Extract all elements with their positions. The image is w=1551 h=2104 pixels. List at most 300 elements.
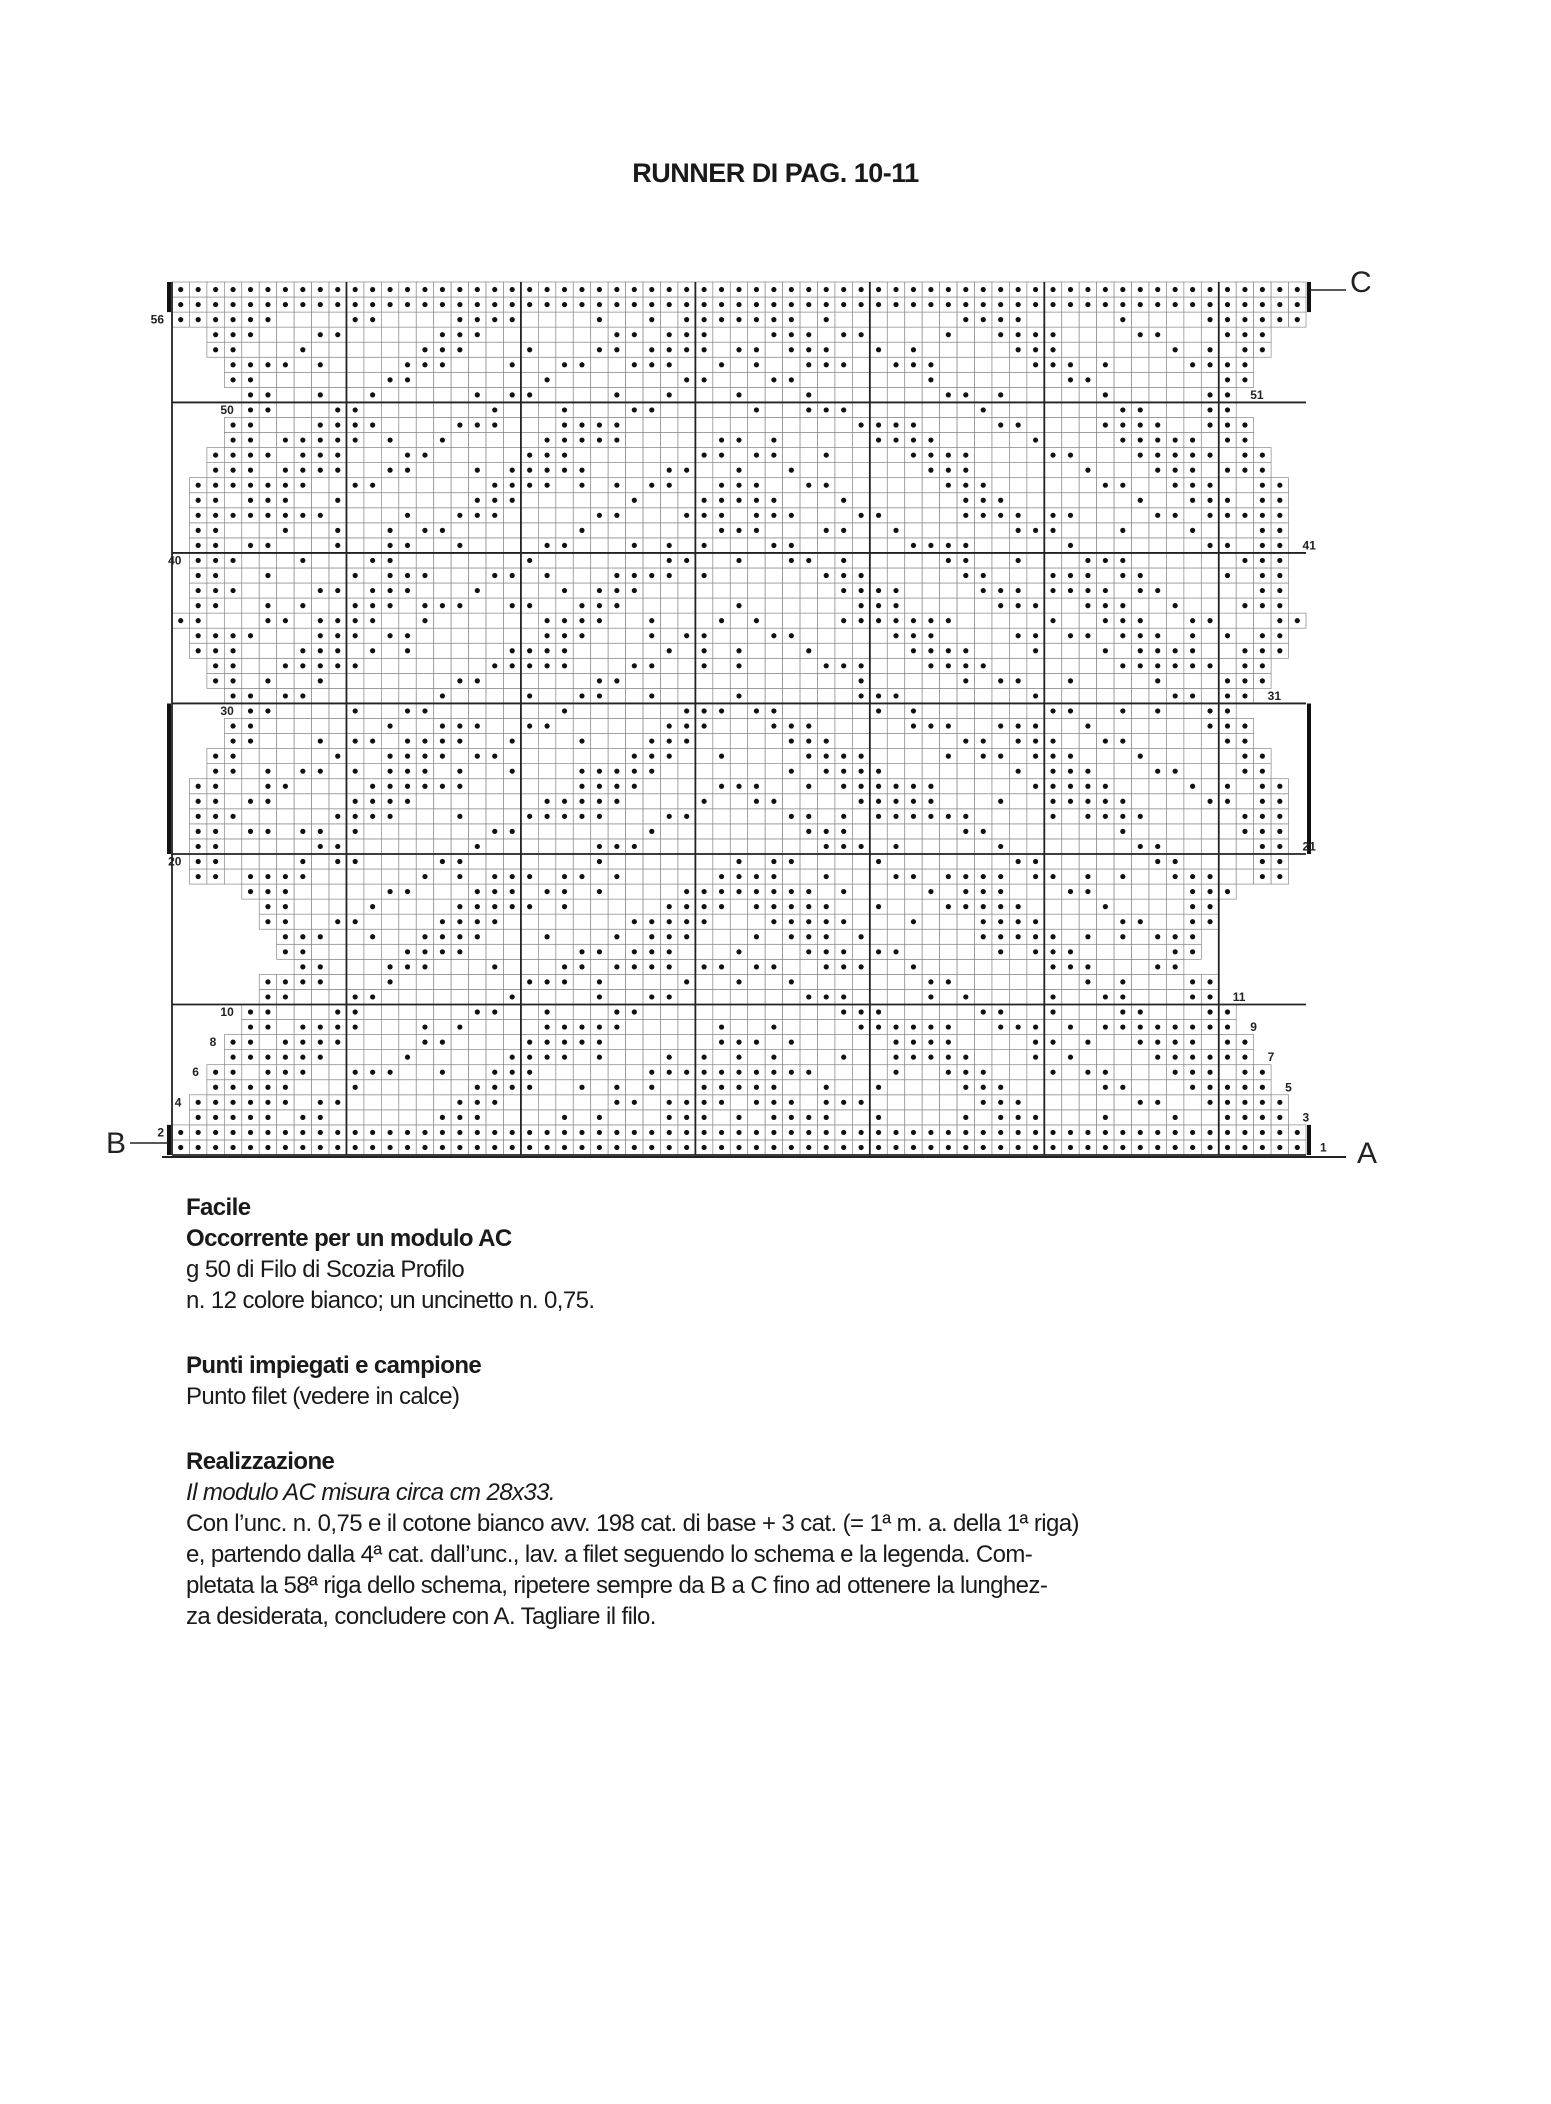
chart-cell xyxy=(399,312,416,327)
chart-dot xyxy=(736,1115,741,1120)
chart-cell xyxy=(1079,357,1096,372)
chart-cell xyxy=(1149,1004,1166,1019)
chart-cell xyxy=(469,989,486,1004)
chart-cell xyxy=(887,493,904,508)
chart-cell xyxy=(573,387,590,402)
chart-dot xyxy=(736,648,741,653)
chart-dot xyxy=(946,904,951,909)
chart-dot xyxy=(806,919,811,924)
chart-cell xyxy=(765,824,782,839)
chart-cell xyxy=(818,1035,835,1050)
chart-dot xyxy=(632,573,637,578)
chart-dot xyxy=(719,708,724,713)
chart-dot xyxy=(771,437,776,442)
chart-cell xyxy=(399,387,416,402)
chart-cell xyxy=(521,613,538,628)
chart-dot xyxy=(387,468,392,473)
chart-cell xyxy=(277,703,294,718)
chart-cell xyxy=(870,959,887,974)
chart-dot xyxy=(353,769,358,774)
chart-cell xyxy=(364,869,381,884)
chart-dot xyxy=(789,1130,794,1135)
chart-dot xyxy=(1225,468,1230,473)
chart-cell xyxy=(852,643,869,658)
chart-dot xyxy=(353,422,358,427)
chart-cell xyxy=(521,523,538,538)
chart-cell xyxy=(469,478,486,493)
chart-cell xyxy=(1027,673,1044,688)
chart-cell xyxy=(451,974,468,989)
chart-cell xyxy=(538,989,555,1004)
chart-cell xyxy=(1027,478,1044,493)
chart-dot xyxy=(736,468,741,473)
chart-dot xyxy=(213,1070,218,1075)
chart-dot xyxy=(1068,588,1073,593)
chart-dot xyxy=(562,437,567,442)
chart-cell xyxy=(1132,463,1149,478)
chart-cell xyxy=(538,899,555,914)
chart-cell xyxy=(242,749,259,764)
chart-cell xyxy=(1114,583,1131,598)
chart-dot xyxy=(876,603,881,608)
chart-cell xyxy=(1114,372,1131,387)
chart-cell xyxy=(1044,553,1061,568)
chart-dot xyxy=(1120,1130,1125,1135)
chart-dot xyxy=(1277,799,1282,804)
chart-dot xyxy=(702,573,707,578)
chart-cell xyxy=(503,372,520,387)
chart-dot xyxy=(510,468,515,473)
chart-cell xyxy=(1079,1080,1096,1095)
chart-dot xyxy=(335,407,340,412)
chart-dot xyxy=(1155,1024,1160,1029)
chart-dot xyxy=(702,904,707,909)
chart-cell xyxy=(643,508,660,523)
chart-dot xyxy=(475,302,480,307)
chart-dot xyxy=(771,1070,776,1075)
chart-cell xyxy=(1079,327,1096,342)
chart-dot xyxy=(1260,452,1265,457)
chart-cell xyxy=(416,553,433,568)
chart-cell xyxy=(1184,854,1201,869)
chart-cell xyxy=(469,538,486,553)
chart-cell xyxy=(486,719,503,734)
chart-dot xyxy=(1050,934,1055,939)
chart-dot xyxy=(806,1115,811,1120)
chart-cell xyxy=(922,824,939,839)
chart-dot xyxy=(614,422,619,427)
chart-cell xyxy=(399,553,416,568)
chart-dot xyxy=(387,769,392,774)
chart-dot xyxy=(544,723,549,728)
chart-cell xyxy=(870,914,887,929)
chart-dot xyxy=(510,317,515,322)
chart-cell xyxy=(748,598,765,613)
chart-cell xyxy=(922,598,939,613)
chart-dot xyxy=(649,663,654,668)
chart-cell xyxy=(312,568,329,583)
chart-dot xyxy=(1207,543,1212,548)
chart-dot xyxy=(248,1145,253,1150)
chart-dot xyxy=(667,648,672,653)
chart-cell xyxy=(730,327,747,342)
chart-cell xyxy=(800,1035,817,1050)
chart-cell xyxy=(730,824,747,839)
chart-dot xyxy=(353,317,358,322)
chart-dot xyxy=(1277,829,1282,834)
chart-cell xyxy=(1219,583,1236,598)
chart-dot xyxy=(1068,1024,1073,1029)
chart-cell xyxy=(975,854,992,869)
chart-dot xyxy=(789,347,794,352)
chart-cell xyxy=(922,869,939,884)
chart-cell xyxy=(521,764,538,779)
chart-cell xyxy=(416,583,433,598)
chart-cell xyxy=(451,959,468,974)
chart-cell xyxy=(626,417,643,432)
chart-cell xyxy=(329,929,346,944)
chart-cell xyxy=(1062,1065,1079,1080)
chart-dot xyxy=(475,392,480,397)
chart-dot xyxy=(684,904,689,909)
chart-dot xyxy=(981,663,986,668)
chart-cell xyxy=(486,989,503,1004)
chart-cell xyxy=(905,658,922,673)
chart-cell xyxy=(1044,387,1061,402)
chart-cell xyxy=(730,839,747,854)
chart-cell xyxy=(329,342,346,357)
chart-cell xyxy=(1149,553,1166,568)
chart-cell xyxy=(434,417,451,432)
chart-dot xyxy=(1260,814,1265,819)
chart-cell xyxy=(975,372,992,387)
chart-cell xyxy=(975,1035,992,1050)
chart-cell xyxy=(277,628,294,643)
chart-dot xyxy=(1190,934,1195,939)
chart-cell xyxy=(294,372,311,387)
chart-cell xyxy=(1062,1095,1079,1110)
chart-cell xyxy=(800,658,817,673)
chart-cell xyxy=(416,899,433,914)
chart-cell xyxy=(1166,794,1183,809)
chart-cell xyxy=(416,989,433,1004)
chart-dot xyxy=(1103,392,1108,397)
chart-dot xyxy=(318,648,323,653)
chart-dot xyxy=(946,754,951,759)
chart-cell xyxy=(486,583,503,598)
chart-cell xyxy=(1201,553,1218,568)
chart-cell xyxy=(556,1065,573,1080)
chart-dot xyxy=(684,919,689,924)
chart-cell xyxy=(783,794,800,809)
chart-cell xyxy=(887,959,904,974)
chart-dot xyxy=(1050,1040,1055,1045)
chart-cell xyxy=(399,342,416,357)
chart-dot xyxy=(527,1070,532,1075)
chart-cell xyxy=(975,643,992,658)
chart-dot xyxy=(562,362,567,367)
chart-cell xyxy=(434,1080,451,1095)
chart-dot xyxy=(353,618,358,623)
chart-cell xyxy=(1201,568,1218,583)
chart-cell xyxy=(329,312,346,327)
chart-cell xyxy=(503,553,520,568)
chart-dot xyxy=(614,1009,619,1014)
chart-dot xyxy=(946,1055,951,1060)
chart-cell xyxy=(608,372,625,387)
chart-dot xyxy=(859,1024,864,1029)
chart-cell xyxy=(1236,478,1253,493)
chart-cell xyxy=(469,809,486,824)
chart-cell xyxy=(678,794,695,809)
chart-cell xyxy=(434,463,451,478)
chart-cell xyxy=(434,794,451,809)
chart-dot xyxy=(1155,633,1160,638)
chart-dot xyxy=(1016,332,1021,337)
chart-dot xyxy=(1050,784,1055,789)
chart-dot xyxy=(684,708,689,713)
chart-cell xyxy=(887,643,904,658)
chart-dot xyxy=(265,678,270,683)
chart-cell xyxy=(975,944,992,959)
chart-dot xyxy=(300,483,305,488)
chart-dot xyxy=(265,483,270,488)
chart-cell xyxy=(1027,658,1044,673)
chart-dot xyxy=(928,979,933,984)
chart-cell xyxy=(835,673,852,688)
chart-dot xyxy=(1173,648,1178,653)
chart-dot xyxy=(841,1145,846,1150)
chart-dot xyxy=(702,317,707,322)
chart-cell xyxy=(1132,959,1149,974)
chart-dot xyxy=(318,302,323,307)
chart-dot xyxy=(667,949,672,954)
chart-dot xyxy=(1033,1024,1038,1029)
chart-dot xyxy=(527,663,532,668)
chart-dot xyxy=(1103,738,1108,743)
chart-dot xyxy=(876,1085,881,1090)
chart-dot xyxy=(998,1024,1003,1029)
chart-dot xyxy=(702,1115,707,1120)
chart-dot xyxy=(1155,769,1160,774)
chart-cell xyxy=(1149,779,1166,794)
chart-dot xyxy=(213,1100,218,1105)
chart-dot xyxy=(1120,1085,1125,1090)
chart-cell xyxy=(469,523,486,538)
chart-cell xyxy=(1009,749,1026,764)
chart-dot xyxy=(789,1145,794,1150)
chart-cell xyxy=(381,703,398,718)
chart-cell xyxy=(957,839,974,854)
chart-cell xyxy=(434,478,451,493)
chart-dot xyxy=(702,302,707,307)
chart-cell xyxy=(852,372,869,387)
chart-dot xyxy=(789,934,794,939)
chart-cell xyxy=(521,508,538,523)
chart-dot xyxy=(998,799,1003,804)
chart-dot xyxy=(1260,799,1265,804)
chart-cell xyxy=(1027,764,1044,779)
chart-cell xyxy=(1027,553,1044,568)
chart-dot xyxy=(1033,934,1038,939)
chart-cell xyxy=(364,944,381,959)
chart-dot xyxy=(597,814,602,819)
chart-cell xyxy=(940,523,957,538)
chart-cell xyxy=(818,974,835,989)
chart-dot xyxy=(335,588,340,593)
chart-dot xyxy=(859,799,864,804)
chart-cell xyxy=(1236,794,1253,809)
chart-cell xyxy=(713,809,730,824)
chart-dot xyxy=(1277,784,1282,789)
chart-dot xyxy=(230,1070,235,1075)
chart-dot xyxy=(893,874,898,879)
chart-dot xyxy=(544,1040,549,1045)
chart-cell xyxy=(312,719,329,734)
chart-dot xyxy=(265,513,270,518)
chart-dot xyxy=(946,392,951,397)
chart-cell xyxy=(1114,749,1131,764)
chart-cell xyxy=(591,1080,608,1095)
chart-cell xyxy=(905,673,922,688)
chart-cell xyxy=(852,824,869,839)
chart-cell xyxy=(503,809,520,824)
chart-dot xyxy=(998,844,1003,849)
chart-cell xyxy=(1166,719,1183,734)
chart-cell xyxy=(1009,809,1026,824)
chart-dot xyxy=(579,1085,584,1090)
chart-dot xyxy=(248,1130,253,1135)
chart-cell xyxy=(957,583,974,598)
chart-cell xyxy=(887,327,904,342)
chart-dot xyxy=(597,949,602,954)
chart-cell xyxy=(591,1095,608,1110)
chart-cell xyxy=(1149,1065,1166,1080)
chart-cell xyxy=(451,1035,468,1050)
chart-dot xyxy=(963,1055,968,1060)
chart-cell xyxy=(1149,312,1166,327)
chart-cell xyxy=(992,372,1009,387)
chart-cell xyxy=(608,824,625,839)
chart-cell xyxy=(277,854,294,869)
chart-cell xyxy=(434,658,451,673)
chart-cell xyxy=(381,1020,398,1035)
chart-dot xyxy=(422,1024,427,1029)
chart-dot xyxy=(771,332,776,337)
chart-dot xyxy=(1225,392,1230,397)
chart-cell xyxy=(940,854,957,869)
chart-dot xyxy=(475,317,480,322)
chart-dot xyxy=(475,889,480,894)
chart-dot xyxy=(1155,332,1160,337)
chart-cell xyxy=(434,974,451,989)
chart-cell xyxy=(660,688,677,703)
chart-dot xyxy=(702,1055,707,1060)
chart-dot xyxy=(1068,889,1073,894)
chart-dot xyxy=(841,829,846,834)
chart-cell xyxy=(748,809,765,824)
chart-dot xyxy=(702,377,707,382)
chart-dot xyxy=(1120,483,1125,488)
chart-cell xyxy=(1009,1035,1026,1050)
chart-cell xyxy=(678,749,695,764)
chart-cell xyxy=(1166,357,1183,372)
chart-cell xyxy=(818,794,835,809)
chart-dot xyxy=(1120,1145,1125,1150)
chart-dot xyxy=(300,693,305,698)
chart-dot xyxy=(544,543,549,548)
chart-dot xyxy=(963,452,968,457)
chart-cell xyxy=(312,914,329,929)
chart-cell xyxy=(800,613,817,628)
chart-cell xyxy=(416,809,433,824)
chart-cell xyxy=(538,703,555,718)
chart-cell xyxy=(346,372,363,387)
chart-cell xyxy=(1097,658,1114,673)
chart-dot xyxy=(597,1115,602,1120)
chart-cell xyxy=(818,1004,835,1019)
chart-cell xyxy=(695,688,712,703)
chart-dot xyxy=(719,528,724,533)
chart-dot xyxy=(754,528,759,533)
chart-dot xyxy=(1120,1009,1125,1014)
chart-dot xyxy=(248,317,253,322)
chart-cell xyxy=(242,1065,259,1080)
chart-cell xyxy=(277,402,294,417)
chart-dot xyxy=(789,769,794,774)
chart-dot xyxy=(719,437,724,442)
chart-cell xyxy=(922,688,939,703)
chart-cell xyxy=(364,1020,381,1035)
chart-dot xyxy=(230,1055,235,1060)
chart-dot xyxy=(300,1070,305,1075)
chart-dot xyxy=(1260,498,1265,503)
chart-dot xyxy=(667,347,672,352)
chart-cell xyxy=(416,312,433,327)
chart-cell xyxy=(975,764,992,779)
chart-cell xyxy=(503,1110,520,1125)
chart-cell xyxy=(242,523,259,538)
chart-dot xyxy=(893,1024,898,1029)
chart-dot xyxy=(754,1040,759,1045)
chart-cell xyxy=(329,1065,346,1080)
chart-cell xyxy=(643,583,660,598)
chart-cell xyxy=(1132,598,1149,613)
chart-cell xyxy=(818,508,835,523)
chart-cell xyxy=(329,478,346,493)
chart-dot xyxy=(824,1085,829,1090)
chart-cell xyxy=(695,764,712,779)
chart-cell xyxy=(381,493,398,508)
chart-cell xyxy=(870,824,887,839)
chart-cell xyxy=(364,764,381,779)
chart-dot xyxy=(527,648,532,653)
chart-cell xyxy=(626,433,643,448)
chart-dot xyxy=(963,543,968,548)
chart-cell xyxy=(381,688,398,703)
chart-cell xyxy=(259,749,276,764)
chart-dot xyxy=(248,377,253,382)
chart-dot xyxy=(248,513,253,518)
chart-dot xyxy=(946,543,951,548)
chart-dot xyxy=(370,603,375,608)
chart-cell xyxy=(312,478,329,493)
chart-dot xyxy=(1277,859,1282,864)
chart-cell xyxy=(538,312,555,327)
chart-cell xyxy=(887,974,904,989)
chart-dot xyxy=(265,874,270,879)
chart-cell xyxy=(503,959,520,974)
